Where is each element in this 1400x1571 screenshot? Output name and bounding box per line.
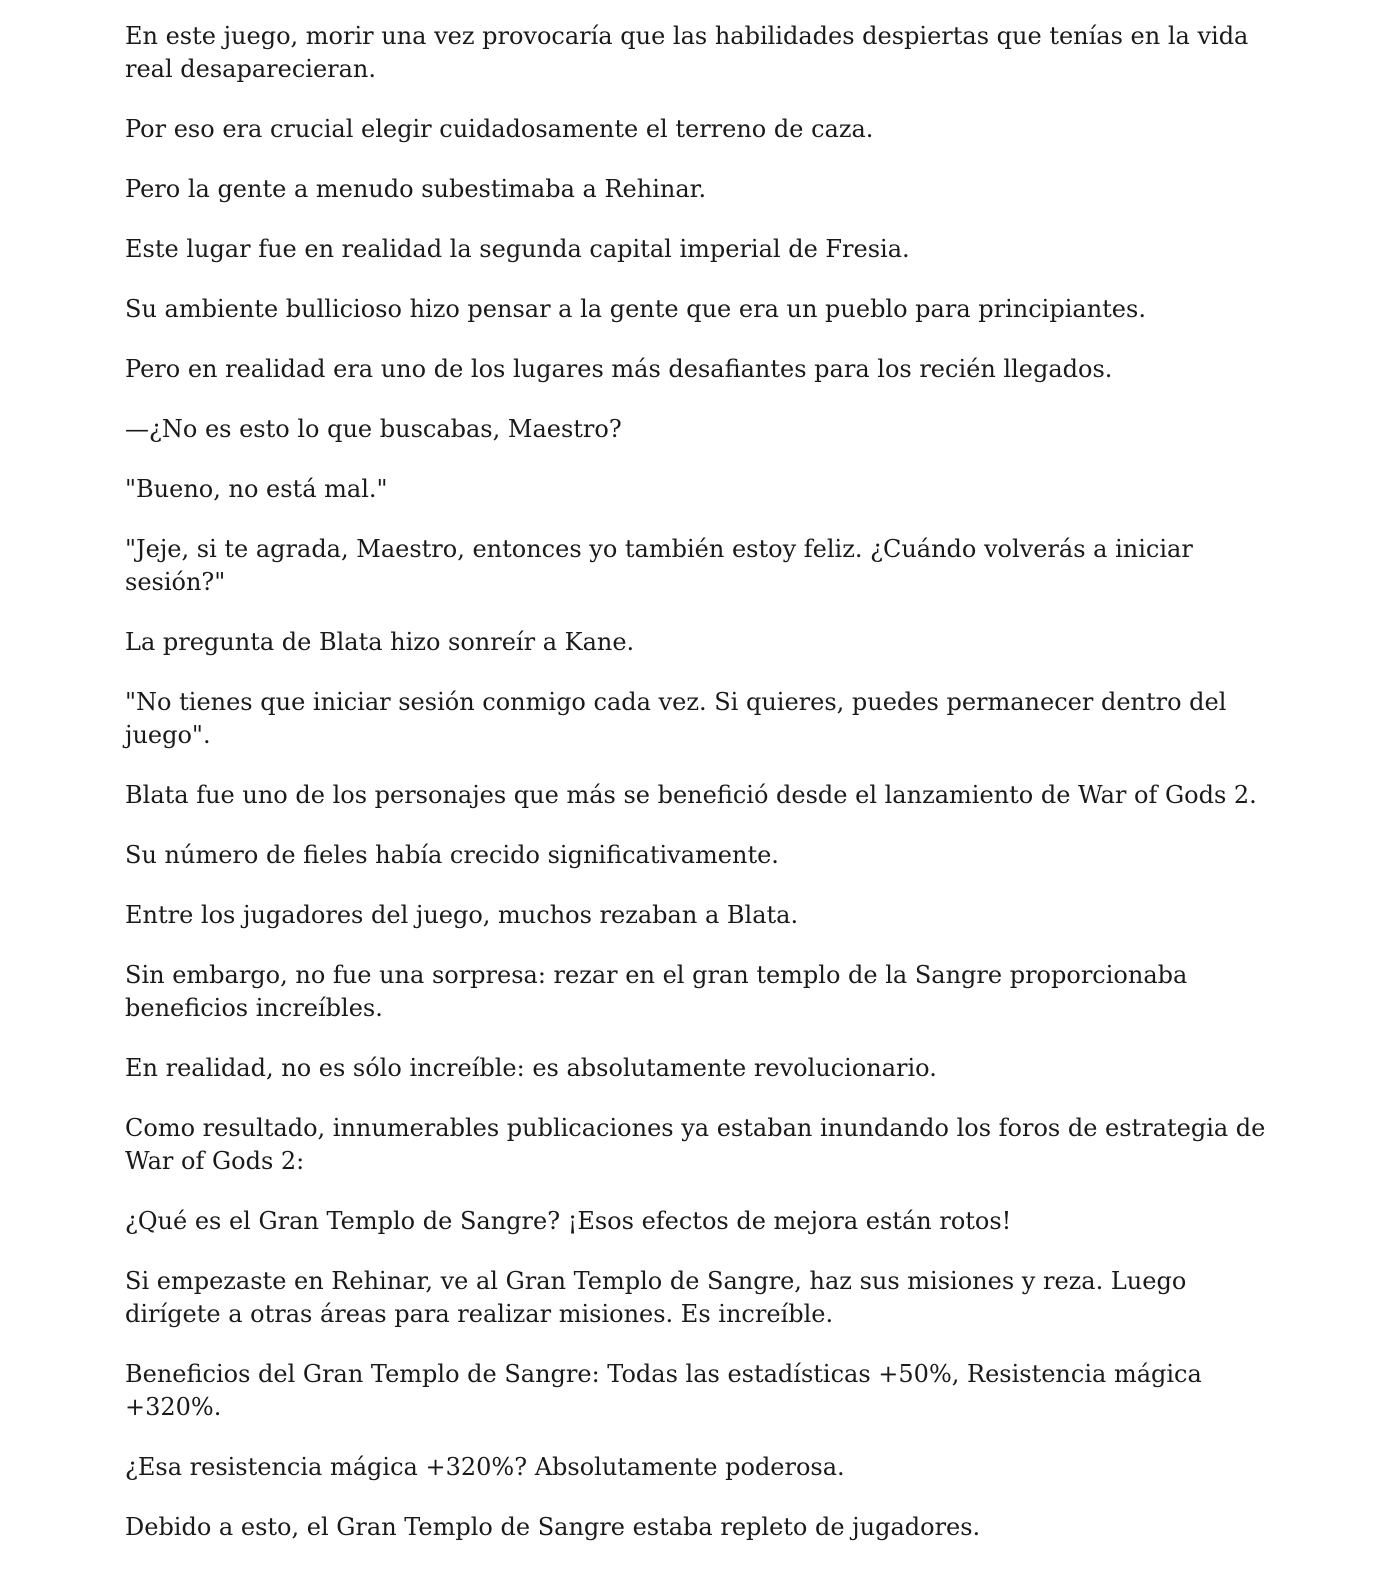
paragraph: Pero la gente a menudo subestimaba a Rehinar. — [125, 175, 707, 203]
dialogue-line: "Jeje, si te agrada, Maestro, entonces yo también estoy feliz. ¿Cuándo volverás a iniciar sesión?" — [125, 535, 1193, 596]
forum-post-line: ¿Qué es el Gran Templo de Sangre? ¡Esos efectos de mejora están rotos! — [125, 1207, 1012, 1235]
paragraph: Este lugar fue en realidad la segunda capital imperial de Fresia. — [125, 235, 910, 263]
document-page — [125, 20, 1285, 1571]
dialogue-line: "No tienes que iniciar sesión conmigo cada vez. Si quieres, puedes permanecer dentro del juego". — [125, 688, 1227, 749]
dialogue-line: "Bueno, no está mal." — [125, 475, 388, 503]
paragraph: Su número de fieles había crecido significativamente. — [125, 841, 779, 869]
paragraph: Como resultado, innumerables publicaciones ya estaban inundando los foros de estrategia de War of Gods 2: — [125, 1114, 1266, 1175]
paragraph: En este juego, morir una vez provocaría que las habilidades despiertas que tenías en la vida real desaparecieran. — [125, 22, 1249, 83]
paragraph: Entre los jugadores del juego, muchos rezaban a Blata. — [125, 901, 799, 929]
forum-post-line: Si empezaste en Rehinar, ve al Gran Templo de Sangre, haz sus misiones y reza. Luego dirígete a otras áreas para realizar misiones. Es increíble. — [125, 1267, 1187, 1328]
paragraph: En realidad, no es sólo increíble: es absolutamente revolucionario. — [125, 1054, 937, 1082]
paragraph: Por eso era crucial elegir cuidadosamente el terreno de caza. — [125, 115, 874, 143]
paragraph: Debido a esto, el Gran Templo de Sangre estaba repleto de jugadores. — [125, 1513, 981, 1541]
dialogue-line: —¿No es esto lo que buscabas, Maestro? — [125, 415, 622, 443]
paragraph: La pregunta de Blata hizo sonreír a Kane. — [125, 628, 635, 656]
forum-post-line: ¿Esa resistencia mágica +320%? Absolutamente poderosa. — [125, 1453, 845, 1481]
paragraph: Blata fue uno de los personajes que más se benefició desde el lanzamiento de War of Gods 2. — [125, 781, 1257, 809]
paragraph: Pero en realidad era uno de los lugares más desafiantes para los recién llegados. — [125, 355, 1113, 383]
paragraph: Sin embargo, no fue una sorpresa: rezar en el gran templo de la Sangre proporcionaba beneficios increíbles. — [125, 961, 1188, 1022]
paragraph: Su ambiente bullicioso hizo pensar a la gente que era un pueblo para principiantes. — [125, 295, 1146, 323]
forum-post-line: Beneficios del Gran Templo de Sangre: Todas las estadísticas +50%, Resistencia mágica +320%. — [125, 1360, 1202, 1421]
